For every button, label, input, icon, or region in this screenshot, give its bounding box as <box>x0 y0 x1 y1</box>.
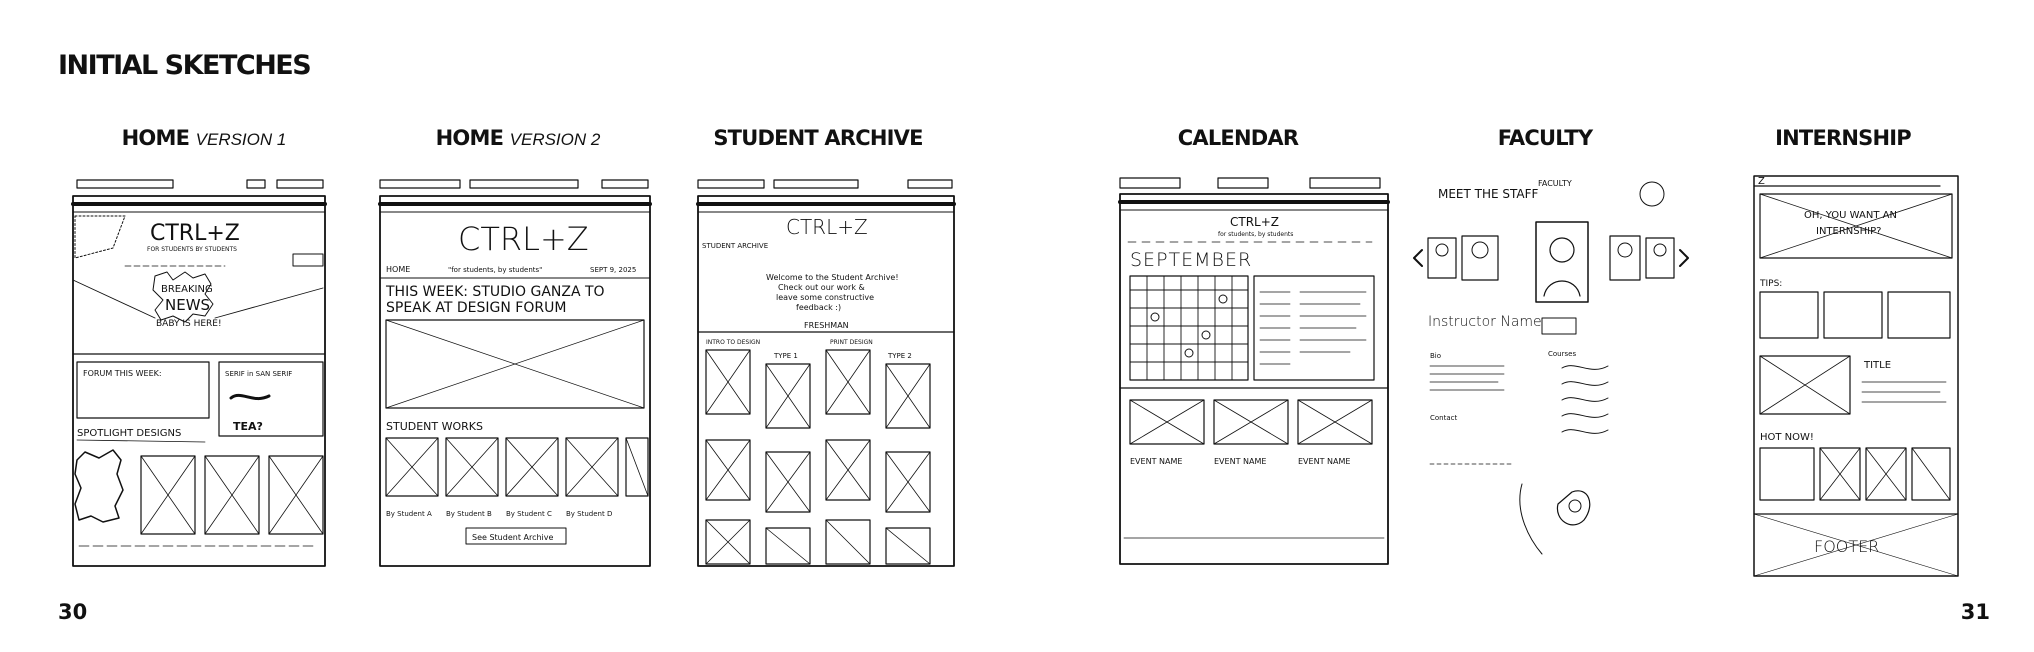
svg-text:SPOTLIGHT DESIGNS: SPOTLIGHT DESIGNS <box>77 428 182 439</box>
tagline: FOR STUDENTS BY STUDENTS <box>147 246 237 253</box>
svg-text:FRESHMAN: FRESHMAN <box>804 321 849 330</box>
column-title-main: INTERNSHIP <box>1775 126 1911 150</box>
svg-text:FOOTER: FOOTER <box>1814 537 1880 556</box>
svg-text:BREAKING: BREAKING <box>161 284 213 295</box>
svg-text:CTRL+Z: CTRL+Z <box>1230 215 1280 229</box>
svg-text:SEPT 9, 2025: SEPT 9, 2025 <box>590 266 637 274</box>
sketch-faculty <box>1412 168 1702 568</box>
svg-text:NEWS: NEWS <box>165 296 211 314</box>
svg-text:THIS WEEK: STUDIO GANZA TO: THIS WEEK: STUDIO GANZA TO <box>386 284 605 300</box>
column-title-internship <box>1693 126 1993 150</box>
svg-text:TITLE: TITLE <box>1864 360 1892 371</box>
column-title-faculty <box>1395 126 1695 150</box>
page-number-left: 30 <box>58 600 88 624</box>
sketch-home-v2 <box>370 168 660 568</box>
svg-text:FACULTY: FACULTY <box>1538 179 1572 188</box>
svg-text:See Student Archive: See Student Archive <box>472 533 554 542</box>
svg-text:"for students, by students": "for students, by students" <box>448 266 543 274</box>
svg-text:TYPE 2: TYPE 2 <box>888 352 912 360</box>
page-heading: INITIAL SKETCHES <box>58 50 311 81</box>
column-title-main: HOME <box>435 126 504 150</box>
svg-text:EVENT NAME: EVENT NAME <box>1298 457 1351 466</box>
svg-text:TEA?: TEA? <box>233 420 263 433</box>
sketch-home-v1 <box>55 168 340 568</box>
column-title-home-v1 <box>54 126 354 150</box>
column-title-main: FACULTY <box>1497 126 1593 150</box>
column-title-main: STUDENT ARCHIVE <box>713 126 923 150</box>
svg-text:Contact: Contact <box>1430 414 1458 422</box>
logo-text: CTRL+Z <box>150 221 240 246</box>
column-title-calendar <box>1088 126 1388 150</box>
svg-text:EVENT NAME: EVENT NAME <box>1214 457 1267 466</box>
svg-text:Instructor Name: Instructor Name <box>1428 314 1542 330</box>
column-title-student-archive <box>668 126 968 150</box>
svg-text:Z: Z <box>1758 176 1765 187</box>
svg-text:CTRL+Z: CTRL+Z <box>458 220 589 258</box>
svg-text:By Student A: By Student A <box>386 510 432 518</box>
svg-text:FORUM THIS WEEK:: FORUM THIS WEEK: <box>83 369 162 378</box>
svg-text:Welcome to the Student Archive: Welcome to the Student Archive! <box>766 273 899 282</box>
sketch-student-archive <box>668 168 968 568</box>
svg-text:INTRO TO DESIGN: INTRO TO DESIGN <box>706 339 761 346</box>
svg-text:CTRL+Z: CTRL+Z <box>786 215 868 239</box>
svg-text:EVENT NAME: EVENT NAME <box>1130 457 1183 466</box>
sketch-internship <box>1740 168 2000 588</box>
svg-text:SEPTEMBER: SEPTEMBER <box>1130 249 1253 271</box>
svg-text:By Student D: By Student D <box>566 510 613 518</box>
column-title-home-v2 <box>368 126 668 150</box>
svg-text:for students, by students: for students, by students <box>1218 231 1294 238</box>
svg-text:PRINT DESIGN: PRINT DESIGN <box>830 339 873 346</box>
svg-text:OH, YOU WANT AN: OH, YOU WANT AN <box>1804 210 1897 221</box>
column-title-main: CALENDAR <box>1177 126 1299 150</box>
svg-text:By Student C: By Student C <box>506 510 552 518</box>
page-number-right: 31 <box>1960 600 1990 624</box>
svg-text:HOME: HOME <box>386 265 411 274</box>
svg-text:TIPS:: TIPS: <box>1760 279 1783 289</box>
column-title-version: VERSION 1 <box>195 130 287 149</box>
svg-text:MEET THE STAFF: MEET THE STAFF <box>1438 187 1539 201</box>
svg-text:SPEAK AT DESIGN FORUM: SPEAK AT DESIGN FORUM <box>386 300 567 316</box>
svg-text:Bio: Bio <box>1430 352 1442 360</box>
svg-text:STUDENT WORKS: STUDENT WORKS <box>386 420 483 433</box>
svg-text:TYPE 1: TYPE 1 <box>774 352 798 360</box>
svg-text:feedback :): feedback :) <box>796 303 842 312</box>
svg-text:BABY IS HERE!: BABY IS HERE! <box>156 319 222 329</box>
svg-text:STUDENT ARCHIVE: STUDENT ARCHIVE <box>702 242 769 250</box>
column-title-main: HOME <box>121 126 190 150</box>
svg-text:Check out our work &: Check out our work & <box>778 283 865 292</box>
column-title-version: VERSION 2 <box>509 130 601 149</box>
svg-text:INTERNSHIP?: INTERNSHIP? <box>1816 226 1882 237</box>
svg-text:By Student B: By Student B <box>446 510 492 518</box>
svg-text:SERIF in SAN SERIF: SERIF in SAN SERIF <box>225 370 293 378</box>
svg-text:HOT NOW!: HOT NOW! <box>1760 432 1814 443</box>
svg-text:Courses: Courses <box>1548 350 1577 358</box>
svg-text:leave some constructive: leave some constructive <box>776 293 875 302</box>
sketch-calendar <box>1110 168 1400 568</box>
